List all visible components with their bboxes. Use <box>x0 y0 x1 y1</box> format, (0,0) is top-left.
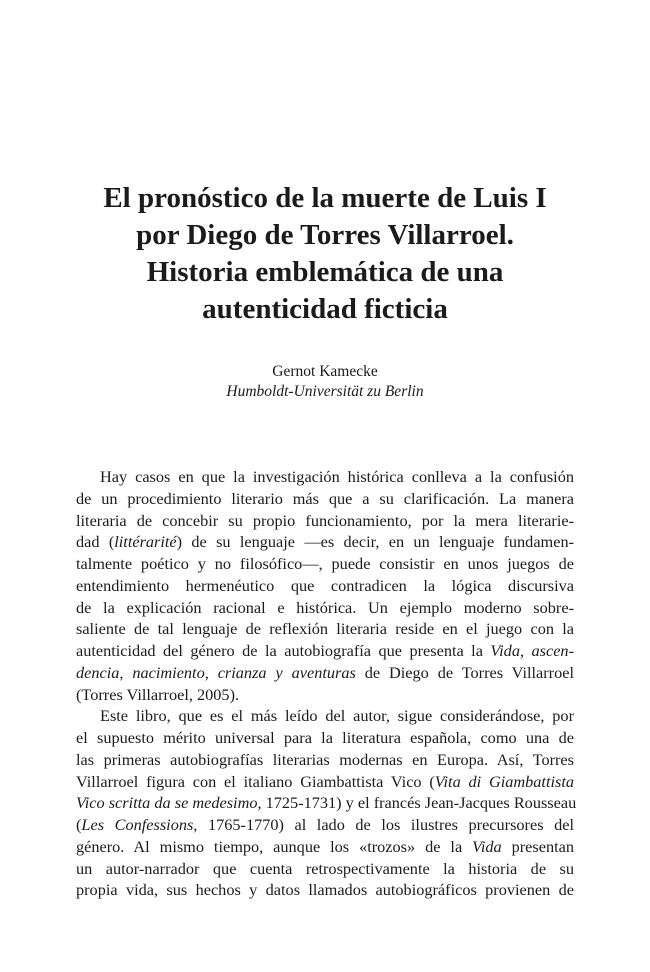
text-run: Villarroel figura con el italiano Giambattista Vico ( <box>76 771 435 791</box>
title-line: autenticidad ficticia <box>202 293 448 325</box>
title-line: por Diego de Torres Villarroel. <box>136 219 514 251</box>
body-line: el supuesto mérito universal para la literatura española, como una de <box>76 728 574 747</box>
body-line <box>76 662 574 684</box>
body-line: (Torres Villarroel, 2005). <box>76 684 240 704</box>
italic-title: Vico scritta da se medesimo <box>76 793 258 813</box>
body-line: Hay casos en que la investigación histórica conlleva a la confusión <box>100 467 574 486</box>
text-run: 1765-1770) al lado de los ilustres precursores del <box>197 815 575 834</box>
body-line: un autor-narrador que cuenta retrospectivamente la historia de su <box>76 858 574 878</box>
body-line: entendimiento hermenéutico que contradicen la lógica discursiva <box>76 575 574 595</box>
text-run: género. Al mismo tiempo, aunque los «trozos» de la <box>76 836 473 856</box>
body-line: de la explicación racional e histórica. Un ejemplo moderno sobre- <box>76 597 574 617</box>
text-run: autenticidad del género de la autobiografía que presenta la <box>76 641 491 660</box>
body-line: saliente de tal lenguaje de reflexión literaria reside en el juego con la <box>76 619 574 639</box>
italic-title: Vita di Giambattista <box>434 771 574 791</box>
body-line: propia vida, sus hechos y datos llamados autobiográficos provienen de <box>76 880 574 900</box>
body-text <box>76 466 577 901</box>
text-run: ( <box>76 815 82 834</box>
italic-term: littérarité <box>114 532 177 552</box>
body-line <box>76 771 574 793</box>
text-run: presentan <box>501 836 575 856</box>
title-line: El pronóstico de la muerte de Luis I <box>103 182 547 214</box>
article-title <box>60 180 590 328</box>
author-affiliation: Humboldt-Universität zu Berlin <box>226 383 424 400</box>
italic-title: Vida, ascen- <box>490 641 574 660</box>
body-line: de un procedimiento literario más que a su clarificación. La manera <box>76 488 574 508</box>
body-line <box>76 836 574 858</box>
title-line: Historia emblemática de una <box>146 256 504 288</box>
body-line <box>76 640 574 662</box>
body-line <box>76 792 577 814</box>
body-line: las primeras autobiografías literarias modernas en Europa. Así, Torres <box>76 749 574 769</box>
italic-title: Vida <box>472 836 502 856</box>
italic-title: dencia, nacimiento, crianza y aventuras <box>76 662 356 682</box>
text-run: dad ( <box>76 532 115 552</box>
author-name: Gernot Kamecke <box>272 363 378 380</box>
italic-title: Les Confessions, <box>81 815 198 834</box>
body-line: literaria de concebir su propio funcionamiento, por la mera literarie- <box>76 510 574 530</box>
body-line <box>76 531 574 553</box>
body-line: Este libro, que es el más leído del autor, sigue considerándose, por <box>100 706 574 726</box>
body-line: talmente poético y no filosófico—, puede consistir en unos juegos de <box>76 554 574 573</box>
text-run: ) de su lenguaje —es decir, en un lenguaje fundamen- <box>176 532 575 552</box>
text-run: , 1725-1731) y el francés Jean-Jacques Rousseau <box>257 793 577 813</box>
body-line <box>76 814 574 836</box>
text-run: de Diego de Torres Villarroel <box>355 662 574 682</box>
